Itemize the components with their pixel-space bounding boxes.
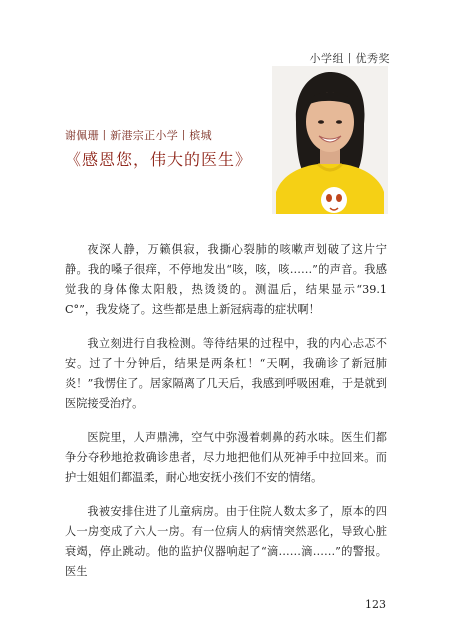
paragraph: 我被安排住进了儿童病房。由于住院人数太多了，原本的四人一房变成了六人一房。有一位病人的病情突然恶化，导致心脏衰竭，停止跳动。他的监护仪器响起了“滴……滴……”的警报。医生 xyxy=(65,505,387,578)
article-body xyxy=(65,240,387,596)
article-title: 《感恩您，伟大的医生》 xyxy=(65,150,253,169)
author-photo xyxy=(272,66,388,214)
page-number: 123 xyxy=(365,598,386,611)
paragraph: 医院里，人声鼎沸，空气中弥漫着刺鼻的药水味。医生们都争分夺秒地抢救确诊患者，尽力地把他们从死神手中拉回来。而护士姐姐们都温柔，耐心地安抚小孩们不安的情绪。 xyxy=(65,431,387,484)
paragraph: 夜深人静，万籁俱寂，我撕心裂肺的咳嗽声划破了这片宁静。我的嗓子很痒，不停地发出“咳，咳，咳……”的声音。我感觉我的身体像太阳般，热烫烫的。测温后，结果显示“39.1 C°”，我发烧了。这些都是患上新冠病毒的症状啊！ xyxy=(65,243,387,316)
girl-portrait-image xyxy=(272,66,388,214)
paragraph: 我立刻进行自我检测。等待结果的过程中，我的内心忐忑不安。过了十分钟后，结果是两条杠！“天啊，我确诊了新冠肺炎！”我愣住了。居家隔离了几天后，我感到呼吸困难，于是就到医院接受治疗。 xyxy=(65,337,387,410)
category-tag: 小学组丨优秀奖 xyxy=(309,52,390,65)
author-line: 谢佩珊丨新港宗正小学丨槟城 xyxy=(65,129,212,142)
